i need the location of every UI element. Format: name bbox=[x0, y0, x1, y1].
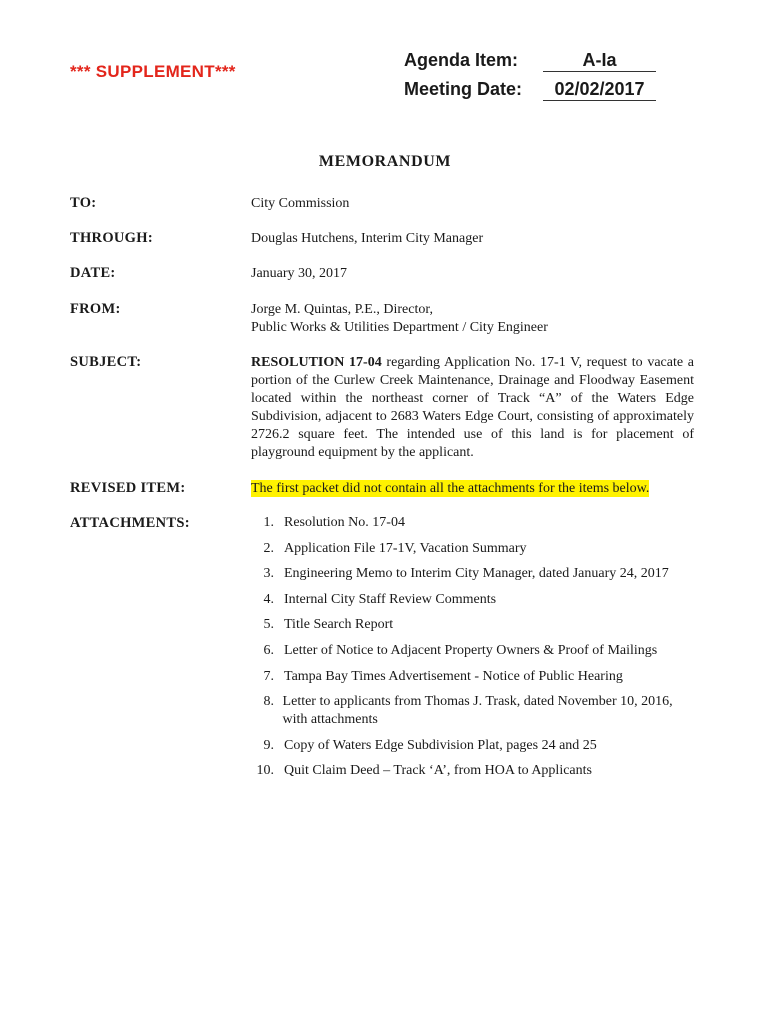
attachment-number: 1. bbox=[263, 515, 274, 530]
subject-resolution: RESOLUTION 17-04 bbox=[251, 355, 382, 370]
attachment-item bbox=[240, 668, 700, 686]
attachment-text: Letter to applicants from Thomas J. Trask, dated November 10, 2016, with attachments bbox=[282, 694, 673, 728]
through-label: THROUGH: bbox=[70, 230, 153, 246]
attachment-item bbox=[240, 642, 700, 660]
subject-text bbox=[251, 354, 694, 462]
attachment-text: Engineering Memo to Interim City Manager, dated January 24, 2017 bbox=[284, 566, 669, 582]
to-label: TO: bbox=[70, 195, 97, 211]
date-label: DATE: bbox=[70, 265, 116, 281]
attachment-item bbox=[240, 693, 700, 729]
attachment-number: 2. bbox=[263, 540, 274, 556]
from-line-2: Public Works & Utilities Department / City Engineer bbox=[251, 320, 548, 335]
date-value: January 30, 2017 bbox=[251, 266, 348, 281]
attachment-item bbox=[240, 591, 700, 609]
subject-body: regarding Application No. 17-1 V, request to vacate a portion of the Curlew Creek Maintenance, Drainage and Floodway Easement located within the northeast corner of Track “A” of the Waters Edge Subdivision, adjacent to 2683 Waters Edge Court, consisting of approximately 2726.2 square feet. The intended use of this land is for placement of playground equipment by the applicant. bbox=[251, 355, 694, 460]
attachment-number: 10. bbox=[256, 763, 274, 779]
meeting-date-value: 02/02/2017 bbox=[543, 79, 656, 101]
attachments-list bbox=[240, 514, 700, 788]
revised-item-value bbox=[251, 480, 694, 498]
from-line-1: Jorge M. Quintas, P.E., Director, bbox=[251, 302, 433, 317]
attachment-item bbox=[240, 514, 700, 532]
attachment-text: Quit Claim Deed – Track ‘A’, from HOA to Applicants bbox=[284, 763, 592, 779]
through-value: Douglas Hutchens, Interim City Manager bbox=[251, 231, 484, 246]
revised-item-highlight: The first packet did not contain all the attachments for the items below. bbox=[251, 481, 650, 496]
attachment-text: Application File 17-1V, Vacation Summary bbox=[284, 540, 527, 556]
attachment-text: Resolution No. 17-04 bbox=[284, 515, 405, 530]
attachment-number: 7. bbox=[263, 668, 274, 684]
revised-item-label: REVISED ITEM: bbox=[70, 480, 186, 496]
attachment-text: Internal City Staff Review Comments bbox=[284, 591, 497, 607]
meeting-date-label: Meeting Date: bbox=[404, 79, 523, 99]
attachment-text: Letter of Notice to Adjacent Property Owners & Proof of Mailings bbox=[284, 642, 658, 658]
supplement-banner: *** SUPPLEMENT*** bbox=[70, 62, 236, 81]
attachment-number: 5. bbox=[263, 617, 274, 633]
attachment-text: Title Search Report bbox=[284, 617, 394, 633]
attachment-number: 9. bbox=[263, 737, 274, 753]
attachment-item bbox=[240, 737, 700, 755]
attachment-number: 3. bbox=[263, 566, 274, 582]
attachment-number: 4. bbox=[263, 591, 274, 607]
agenda-item-label: Agenda Item: bbox=[404, 50, 519, 70]
attachment-text: Tampa Bay Times Advertisement - Notice of Public Hearing bbox=[284, 668, 623, 684]
attachment-item bbox=[240, 762, 700, 780]
agenda-item-value: A-Ia bbox=[543, 50, 656, 72]
memo-title: MEMORANDUM bbox=[318, 153, 452, 170]
attachment-item bbox=[240, 565, 700, 583]
from-value bbox=[251, 301, 694, 337]
attachment-item bbox=[240, 540, 700, 558]
attachment-number: 8. bbox=[263, 694, 274, 710]
attachment-number: 6. bbox=[263, 642, 274, 658]
from-label: FROM: bbox=[70, 301, 121, 317]
subject-label: SUBJECT: bbox=[70, 354, 142, 370]
attachment-item bbox=[240, 616, 700, 634]
attachment-text: Copy of Waters Edge Subdivision Plat, pages 24 and 25 bbox=[284, 737, 597, 753]
to-value: City Commission bbox=[251, 196, 350, 211]
attachments-label: ATTACHMENTS: bbox=[70, 515, 190, 531]
